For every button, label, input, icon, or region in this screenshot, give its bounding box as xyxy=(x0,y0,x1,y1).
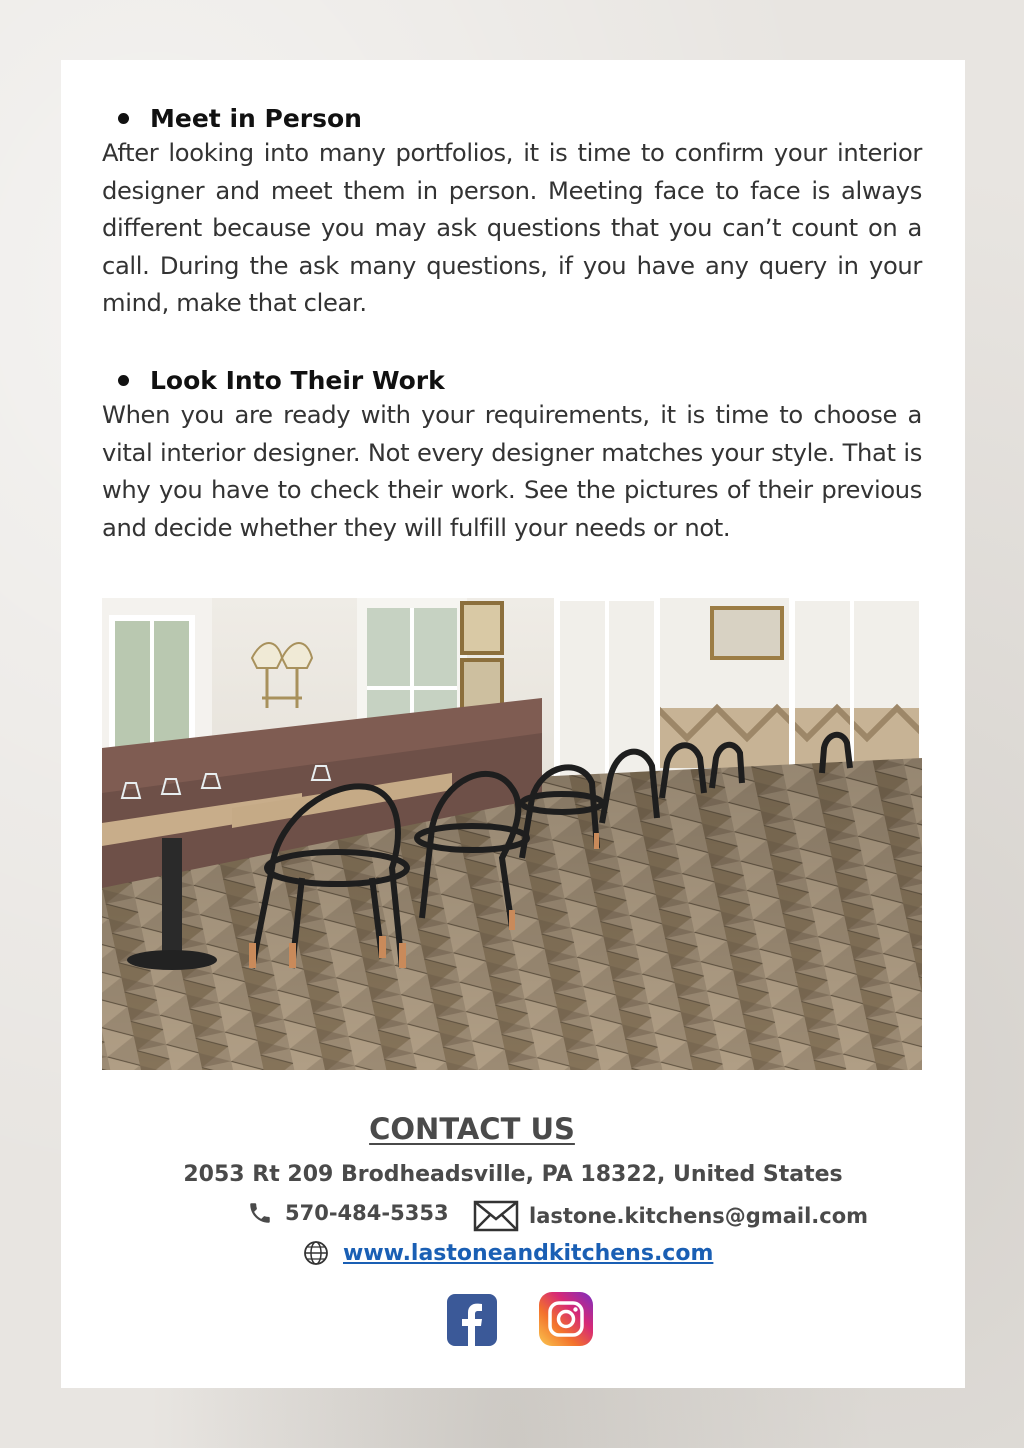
email-row[interactable] xyxy=(473,1200,868,1232)
website-row[interactable] xyxy=(303,1240,713,1266)
globe-icon xyxy=(303,1240,329,1266)
website-link[interactable]: www.lastoneandkitchens.com xyxy=(343,1240,714,1266)
instagram-icon[interactable] xyxy=(539,1292,593,1346)
heading-text: Look Into Their Work xyxy=(150,365,445,395)
bullet-icon xyxy=(118,113,129,124)
heading-text: Meet in Person xyxy=(150,103,362,133)
facebook-icon[interactable] xyxy=(447,1294,497,1346)
document-page xyxy=(61,60,965,1388)
bullet-icon xyxy=(118,375,129,386)
section-look-into-their-work xyxy=(102,363,922,547)
section-body: When you are ready with your requirements, it is time to choose a vital interior designer. Not every designer matches your style. That is why you have to check their work. See the pictures of their previous and decide whether they will fulfill your needs or not. xyxy=(102,401,922,542)
section-heading xyxy=(102,101,922,135)
phone-icon xyxy=(247,1200,273,1226)
contact-title: CONTACT US xyxy=(369,1112,575,1146)
section-heading xyxy=(102,363,922,397)
section-body: After looking into many portfolios, it is time to confirm your interior designer and meet them in person. Meeting face to face is always different because you may ask questions that you can’t count on a call. During the ask many questions, if you have any query in your mind, make that clear. xyxy=(102,139,922,317)
restaurant-interior-photo xyxy=(102,598,922,1070)
envelope-icon xyxy=(473,1200,519,1232)
phone-number[interactable]: 570-484-5353 xyxy=(285,1201,449,1225)
contact-address: 2053 Rt 209 Brodheadsville, PA 18322, United States xyxy=(183,1162,843,1187)
email-address[interactable]: lastone.kitchens@gmail.com xyxy=(529,1204,869,1228)
phone-row[interactable] xyxy=(247,1200,449,1226)
section-meet-in-person xyxy=(102,101,922,323)
